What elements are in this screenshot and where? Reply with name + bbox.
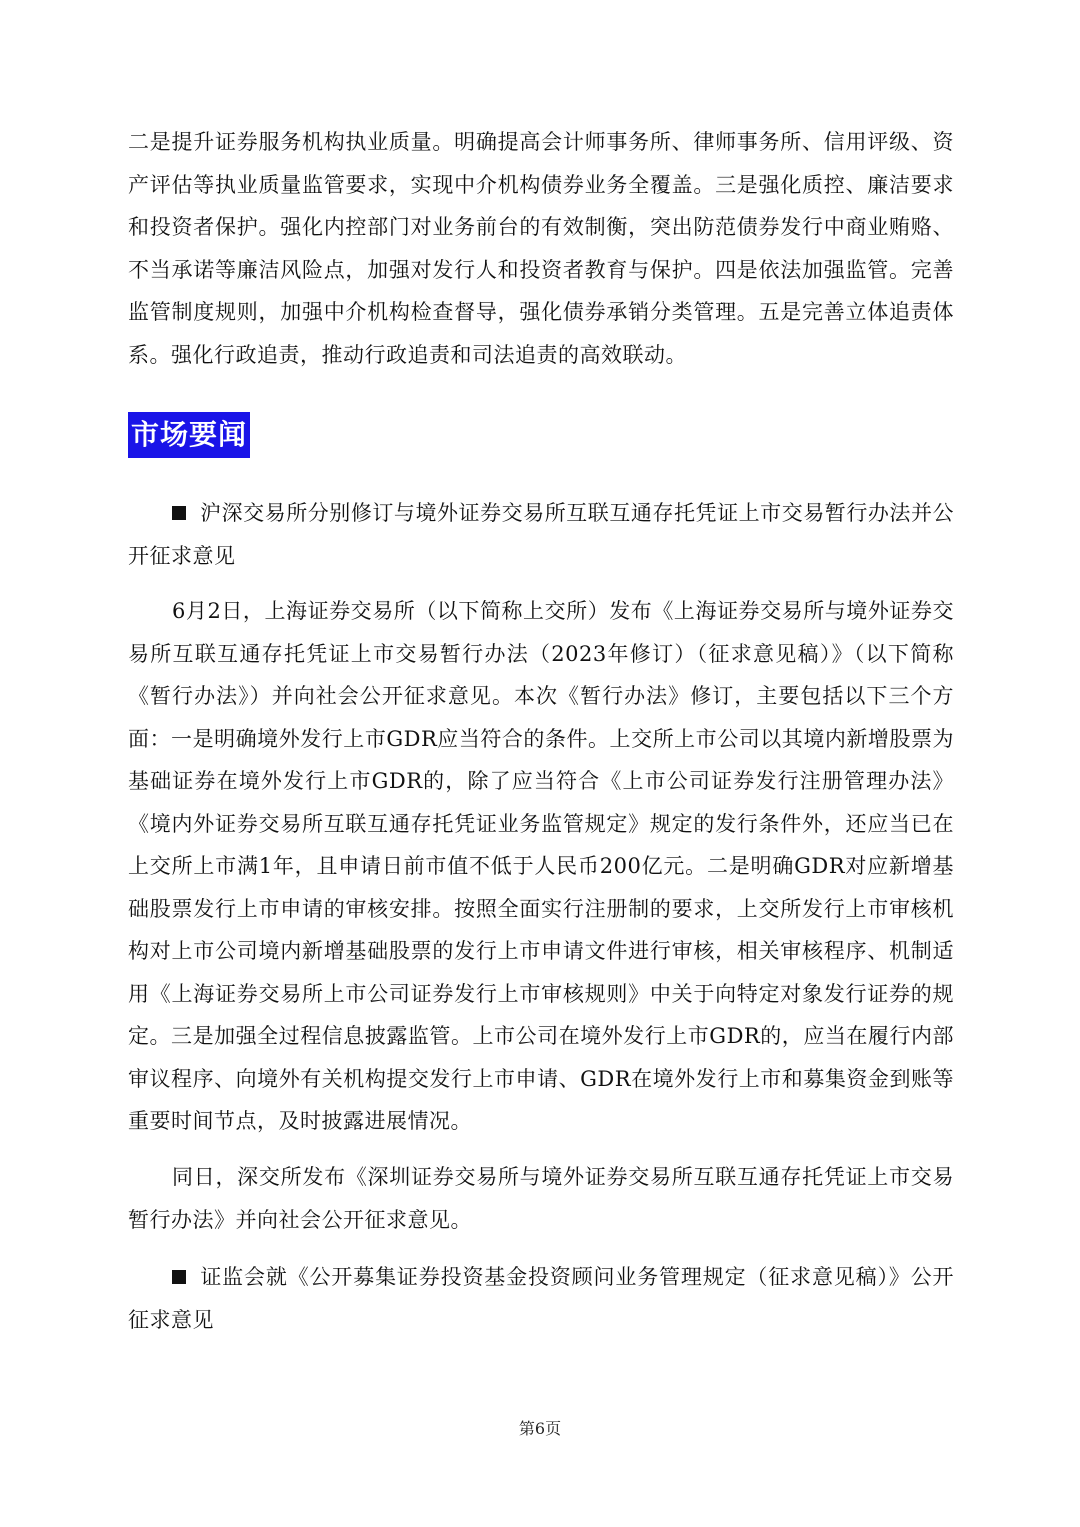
bullet-heading-text: 沪深交易所分别修订与境外证券交易所互联互通存托凭证上市交易暂行办法并公开征求意见: [128, 501, 954, 568]
intro-paragraph: 二是提升证券服务机构执业质量。明确提高会计师事务所、律师事务所、信用评级、资产评估等执业质量监管要求，实现中介机构债券业务全覆盖。三是强化质控、廉洁要求和投资者保护。强化内控部门对业务前台的有效制衡，突出防范债券发行中商业贿赂、不当承诺等廉洁风险点，加强对发行人和投资者教育与保护。四是依法加强监管。完善监管制度规则，加强中介机构检查督导，强化债券承销分类管理。五是完善立体追责体系。强化行政追责，推动行政追责和司法追责的高效联动。: [128, 130, 954, 367]
szse-body-paragraph: 同日，深交所发布《深圳证券交易所与境外证券交易所互联互通存托凭证上市交易暂行办法》并向社会公开征求意见。: [128, 1165, 954, 1232]
page-number: 第6页: [518, 1419, 562, 1438]
bullet-heading-fund-advisory: [128, 1256, 954, 1341]
square-bullet-icon: [172, 506, 186, 520]
bullet-heading-text: 证监会就《公开募集证券投资基金投资顾问业务管理规定（征求意见稿）》公开征求意见: [128, 1265, 954, 1332]
square-bullet-icon: [172, 1270, 186, 1284]
gdr-body-paragraph: 6月2日，上海证券交易所（以下简称上交所）发布《上海证券交易所与境外证券交易所互联互通存托凭证上市交易暂行办法（2023年修订）（征求意见稿）》（以下简称《暂行办法》）并向社会公开征求意见。本次《暂行办法》修订，主要包括以下三个方面：一是明确境外发行上市GDR应当符合的条件。上交所上市公司以其境内新增股票为基础证券在境外发行上市GDR的，除了应当符合《上市公司证券发行注册管理办法》《境内外证券交易所互联互通存托凭证业务监管规定》规定的发行条件外，还应当已在上交所上市满1年，且申请日前市值不低于人民币200亿元。二是明确GDR对应新增基础股票发行上市申请的审核安排。按照全面实行注册制的要求，上交所发行上市审核机构对上市公司境内新增基础股票的发行上市申请文件进行审核，相关审核程序、机制适用《上海证券交易所上市公司证券发行上市审核规则》中关于向特定对象发行证券的规定。三是加强全过程信息披露监管。上市公司在境外发行上市GDR的，应当在履行内部审议程序、向境外有关机构提交发行上市申请、GDR在境外发行上市和募集资金到账等重要时间节点，及时披露进展情况。: [128, 599, 954, 1133]
bullet-heading-gdr: [128, 492, 954, 577]
section-heading: 市场要闻: [128, 412, 250, 458]
